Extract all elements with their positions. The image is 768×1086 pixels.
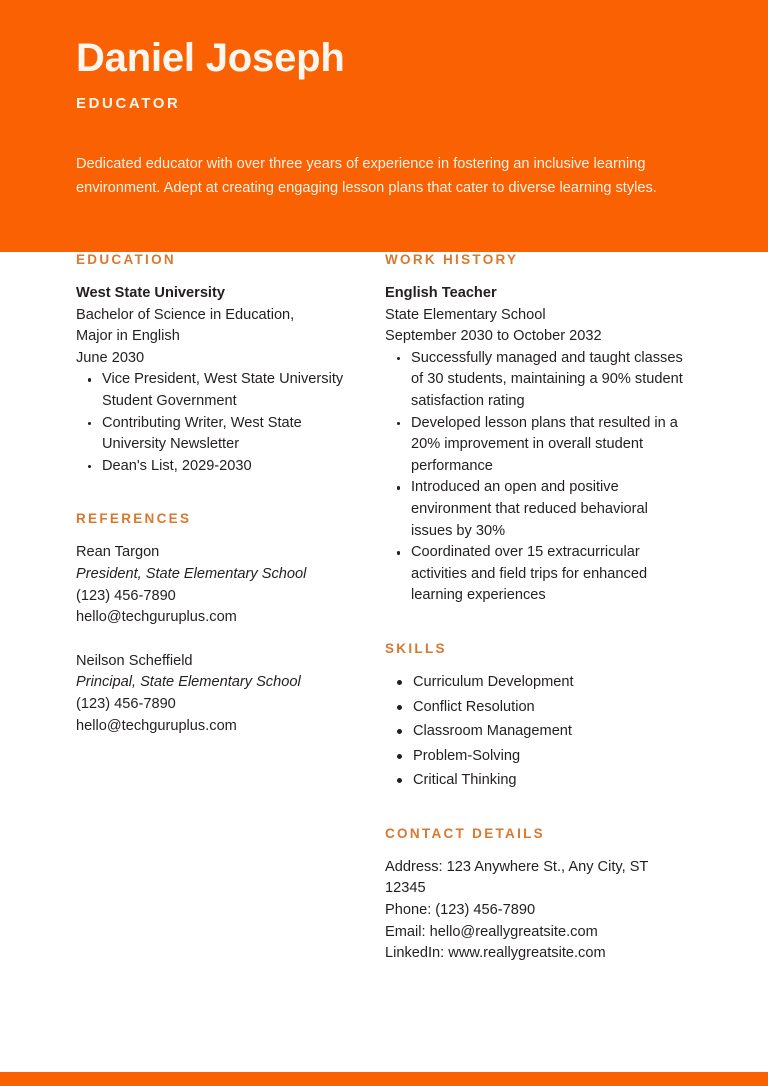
reference-entry bbox=[76, 542, 356, 628]
section-education bbox=[76, 252, 356, 477]
section-references bbox=[76, 511, 356, 737]
reference-phone: (123) 456-7890 bbox=[76, 695, 176, 712]
work-history-entry bbox=[385, 283, 690, 607]
work-employer: State Elementary School bbox=[385, 306, 546, 323]
list-item: Critical Thinking bbox=[413, 770, 690, 792]
work-history-bullet-list bbox=[385, 348, 690, 607]
reference-name: Neilson Scheffield bbox=[76, 652, 193, 669]
contact-email: Email: hello@reallygreatsite.com bbox=[385, 923, 598, 940]
education-degree-line-2: Major in English bbox=[76, 328, 180, 345]
candidate-summary: Dedicated educator with over three years of experience in fostering an inclusive learning environment. Adept at creating engaging lesson plans that cater to diverse learning styles. bbox=[76, 155, 657, 197]
list-item: Curriculum Development bbox=[413, 672, 690, 694]
list-item: Classroom Management bbox=[413, 721, 690, 743]
education-entry bbox=[76, 283, 356, 477]
candidate-name: Daniel Joseph bbox=[76, 36, 345, 80]
section-work-history bbox=[385, 252, 690, 607]
header-content bbox=[76, 36, 682, 200]
list-item: Introduced an open and positive environment that reduced behavioral issues by 30% bbox=[411, 477, 690, 542]
resume-header-banner bbox=[0, 0, 768, 252]
reference-email: hello@techguruplus.com bbox=[76, 717, 237, 734]
skills-list bbox=[385, 672, 690, 792]
section-title-contact-details: CONTACT DETAILS bbox=[385, 825, 545, 841]
section-contact-details bbox=[385, 826, 690, 965]
list-item: Developed lesson plans that resulted in a 20% improvement in overall student performance bbox=[411, 413, 690, 478]
right-column bbox=[385, 252, 690, 965]
list-item: Contributing Writer, West State University Newsletter bbox=[102, 413, 356, 456]
list-item: Vice President, West State University Student Government bbox=[102, 369, 356, 412]
education-degree-line-1: Bachelor of Science in Education, bbox=[76, 306, 295, 323]
list-item: Successfully managed and taught classes of 30 students, maintaining a 90% student satisfaction rating bbox=[411, 348, 690, 413]
candidate-role: EDUCATOR bbox=[76, 94, 181, 112]
list-item: Dean's List, 2029-2030 bbox=[102, 456, 356, 478]
left-column bbox=[76, 252, 356, 737]
contact-address: Address: 123 Anywhere St., Any City, ST 12345 bbox=[385, 858, 649, 897]
resume-footer-bar bbox=[0, 1072, 768, 1086]
education-bullet-list bbox=[76, 369, 356, 477]
reference-position: Principal, State Elementary School bbox=[76, 674, 301, 691]
work-dates: September 2030 to October 2032 bbox=[385, 328, 602, 345]
section-title-references: REFERENCES bbox=[76, 511, 192, 527]
section-skills bbox=[385, 641, 690, 792]
contact-phone: Phone: (123) 456-7890 bbox=[385, 902, 536, 919]
list-item: Coordinated over 15 extracurricular activities and field trips for enhanced learning experiences bbox=[411, 542, 690, 607]
reference-position: President, State Elementary School bbox=[76, 565, 307, 582]
reference-email: hello@techguruplus.com bbox=[76, 609, 237, 626]
contact-linkedin: LinkedIn: www.reallygreatsite.com bbox=[385, 945, 606, 962]
education-institution: West State University bbox=[76, 285, 225, 301]
reference-entry bbox=[76, 651, 356, 737]
list-item: Problem-Solving bbox=[413, 746, 690, 768]
list-item: Conflict Resolution bbox=[413, 697, 690, 719]
reference-phone: (123) 456-7890 bbox=[76, 587, 176, 604]
section-title-skills: SKILLS bbox=[385, 640, 447, 656]
work-job-title: English Teacher bbox=[385, 285, 497, 301]
section-title-work-history: WORK HISTORY bbox=[385, 252, 519, 267]
reference-name: Rean Targon bbox=[76, 544, 160, 561]
education-date: June 2030 bbox=[76, 349, 145, 366]
section-title-education: EDUCATION bbox=[76, 252, 176, 267]
